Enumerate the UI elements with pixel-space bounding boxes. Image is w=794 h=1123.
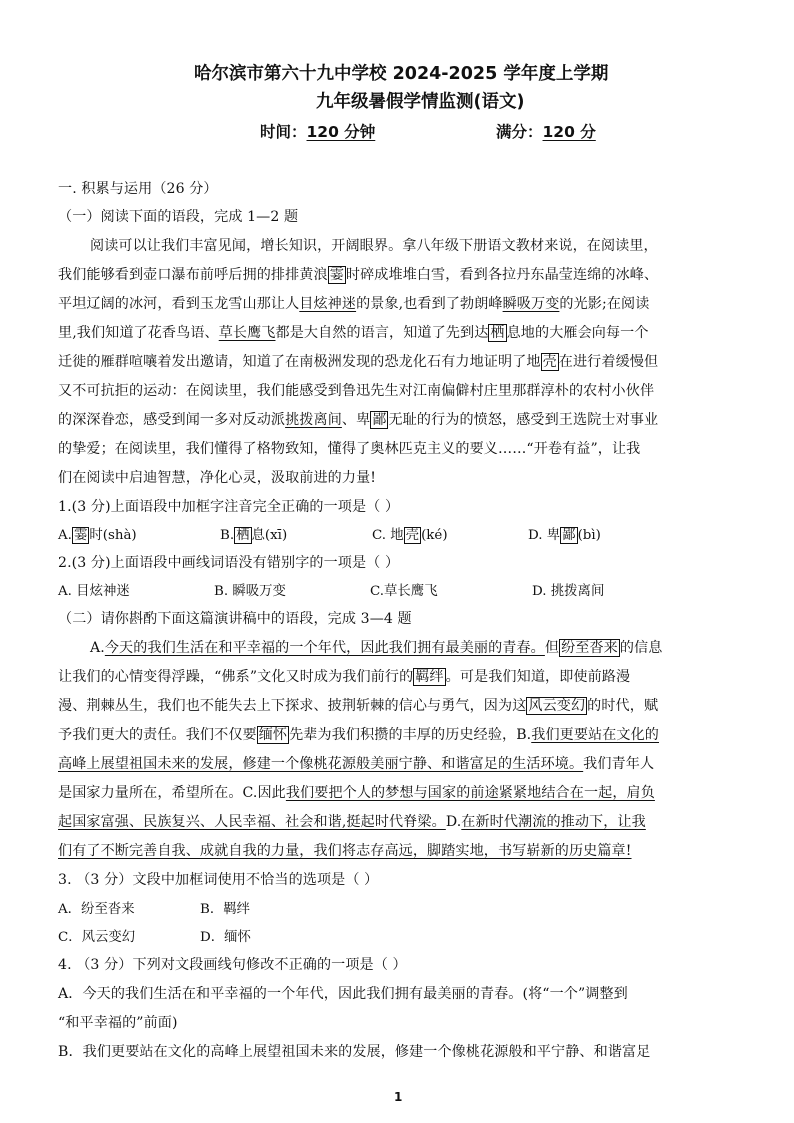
passage2-line: 起国家富强、民族复兴、人民幸福、社会和谐,挺起时代脊梁。D.在新时代潮流的推动下，让我 (58, 814, 646, 830)
boxed-word: 羁绊 (415, 669, 444, 685)
q4-option-a-cont: “和平幸福的”前面) (58, 1015, 178, 1031)
exam-title-line2: 九年级暑假学情监测(语文) (316, 92, 525, 112)
passage2-line (58, 840, 632, 860)
passage1-line: 平坦辽阔的冰河，看到玉龙雪山那让人目炫神迷的景象,也看到了勃朗峰瞬吸万变的光影;在阅读 (58, 296, 650, 312)
q2-option-c: C.草长鹰飞 (370, 584, 438, 599)
q1-option-b: B. 栖 息(xī) (220, 528, 288, 543)
underlined-word: 挑拨离间 (285, 412, 342, 428)
passage1-line: 的深深眷恋，感受到闻一多对反动派挑拨离间、卑 鄙 无耻的行为的愤怒，感受到王选院士对事业 (58, 412, 659, 428)
q3-option-d: D．缅怀 (200, 930, 251, 945)
exam-title-line1: 哈尔滨市第六十九中学校 2024-2025 学年度上学期 (194, 64, 609, 84)
underlined-word: 草长鹰飞 (218, 325, 276, 341)
underlined-word: 目炫神迷 (299, 296, 357, 312)
exam-time (260, 120, 375, 142)
page-number: 1 (394, 1090, 403, 1104)
passage2-line: 是国家力量所在，希望所在。C.因此我们要把个人的梦想与国家的前途紧紧地结合在一起，肩负 (58, 785, 655, 801)
underlined-sentence: 今天的我们生活在和平幸福的一个年代，因此我们拥有最美丽的青春。 (104, 640, 545, 656)
boxed-char: 壳 (542, 354, 557, 370)
q2-stem: 2.(3 分)上面语段中画线词语没有错别字的一项是（ ） (58, 555, 400, 571)
part2-heading: （二）请你斟酌下面这篇演讲稿中的语段，完成 3—4 题 (58, 611, 412, 627)
q3-option-a: A．纷至沓来 (58, 902, 135, 917)
boxed-char: 霎 (329, 267, 344, 283)
q2-option-b: B. 瞬吸万变 (214, 584, 286, 599)
underlined-sentence: 在新时代潮流的推动下，让我 (461, 814, 646, 830)
underlined-sentence: 高峰上展望祖国未来的发展，修建一个像桃花源般美丽宁静、和谐富足的生活环境。 (58, 756, 584, 772)
q1-option-d: D. 卑 鄙 (bì) (528, 528, 601, 543)
q3-option-b: B．羁绊 (200, 902, 251, 917)
q2-option-d: D. 挑拨离间 (532, 584, 605, 599)
part1-heading: （一）阅读下面的语段，完成 1—2 题 (58, 209, 299, 225)
passage2-line: 让我们的心情变得浮躁，“佛系”文化又时成为我们前行的 羁绊 。可是我们知道，即使前路漫 (58, 669, 631, 685)
passage2-line: 予我们更大的责任。我们不仅要 缅怀 先辈为我们积攒的丰厚的历史经验，B.我们更要站在文化的 (58, 727, 659, 743)
passage1-line: 的挚爱；在阅读里，我们懂得了格物致知，懂得了奥林匹克主义的要义……“开卷有益”，让我 (58, 441, 641, 457)
passage1-line: 迁徙的雁群喧嚷着发出邀请，知道了在南极洲发现的恐龙化石有力地证明了地 壳 在进行着缓慢但 (58, 354, 659, 370)
passage1-line: 又不可抗拒的运动：在阅读里，我们能感受到鲁迅先生对江南偏僻村庄里那群淳朴的农村小伙伴 (58, 383, 655, 399)
underlined-sentence: 我们要把个人的梦想与国家的前途紧紧地结合在一起，肩负 (285, 785, 655, 801)
q4-stem: 4. （3 分）下列对文段画线句修改不正确的一项是（ ） (58, 957, 407, 973)
boxed-char: 栖 (490, 325, 505, 341)
boxed-char: 鄙 (372, 412, 387, 428)
q1-option-c: C. 地 壳 (ké) (372, 528, 448, 543)
q4-option-b: B．我们更要站在文化的高峰上展望祖国未来的发展，修建一个像桃花源般和平宁静、和谐富足 (58, 1044, 651, 1060)
passage2-line: 高峰上展望祖国未来的发展，修建一个像桃花源般美丽宁静、和谐富足的生活环境。我们青年人 (58, 756, 655, 772)
underlined-sentence: 们有了不断完善自我、成就自我的力量，我们将志存高远，脚踏实地，书写崭新的历史篇章! (58, 843, 632, 859)
passage1-line: 里,我们知道了花香鸟语、草长鹰飞都是大自然的语言，知道了先到达 栖 息地的大雁会向每一个 (58, 325, 649, 341)
underlined-word: 瞬吸万变 (502, 296, 560, 312)
score-label: 满分： (496, 123, 543, 141)
q4-option-a: A．今天的我们生活在和平幸福的一个年代，因此我们拥有最美丽的青春。(将“一个”调整到 (58, 986, 628, 1002)
time-label: 时间： (260, 123, 307, 141)
passage2-line: A.今天的我们生活在和平幸福的一个年代，因此我们拥有最美丽的青春。但 纷至沓来 的信息 (90, 640, 663, 656)
exam-score (496, 120, 596, 142)
boxed-word: 缅怀 (258, 727, 288, 743)
underlined-sentence: 起国家富强、民族复兴、人民幸福、社会和谐,挺起时代脊梁。 (58, 814, 446, 830)
section-heading: 一. 积累与运用（26 分） (58, 181, 218, 197)
boxed-word: 风云变幻 (528, 698, 586, 714)
underlined-sentence: 我们更要站在文化的 (531, 727, 659, 743)
q2-option-a: A. 目炫神迷 (58, 584, 130, 599)
q3-stem: 3. （3 分）文段中加框词使用不恰当的选项是（ ） (58, 872, 379, 888)
passage1-line: 我们能够看到壶口瀑布前呼后拥的排排黄浪 霎 时碎成堆堆白雪，看到各拉丹东晶莹连绵的冰峰、 (58, 267, 659, 283)
passage1-line: 们在阅读中启迪智慧，净化心灵，汲取前进的力量! (58, 470, 377, 486)
passage1-line: 阅读可以让我们丰富见闻，增长知识，开阔眼界。拿八年级下册语文教材来说，在阅读里， (90, 238, 658, 254)
q1-option-a: A. 霎 时(shà) (58, 528, 137, 543)
boxed-word: 纷至沓来 (561, 640, 618, 656)
passage2-line: 漫、荆棘丛生，我们也不能失去上下探求、披荆斩棘的信心与勇气，因为这 风云变幻 的时代，赋 (58, 698, 659, 714)
q3-option-c: C．风云变幻 (58, 930, 136, 945)
score-value: 120 分 (542, 123, 596, 141)
q1-stem: 1.(3 分)上面语段中加框字注音完全正确的一项是（ ） (58, 499, 400, 515)
time-value: 120 分钟 (306, 123, 376, 141)
